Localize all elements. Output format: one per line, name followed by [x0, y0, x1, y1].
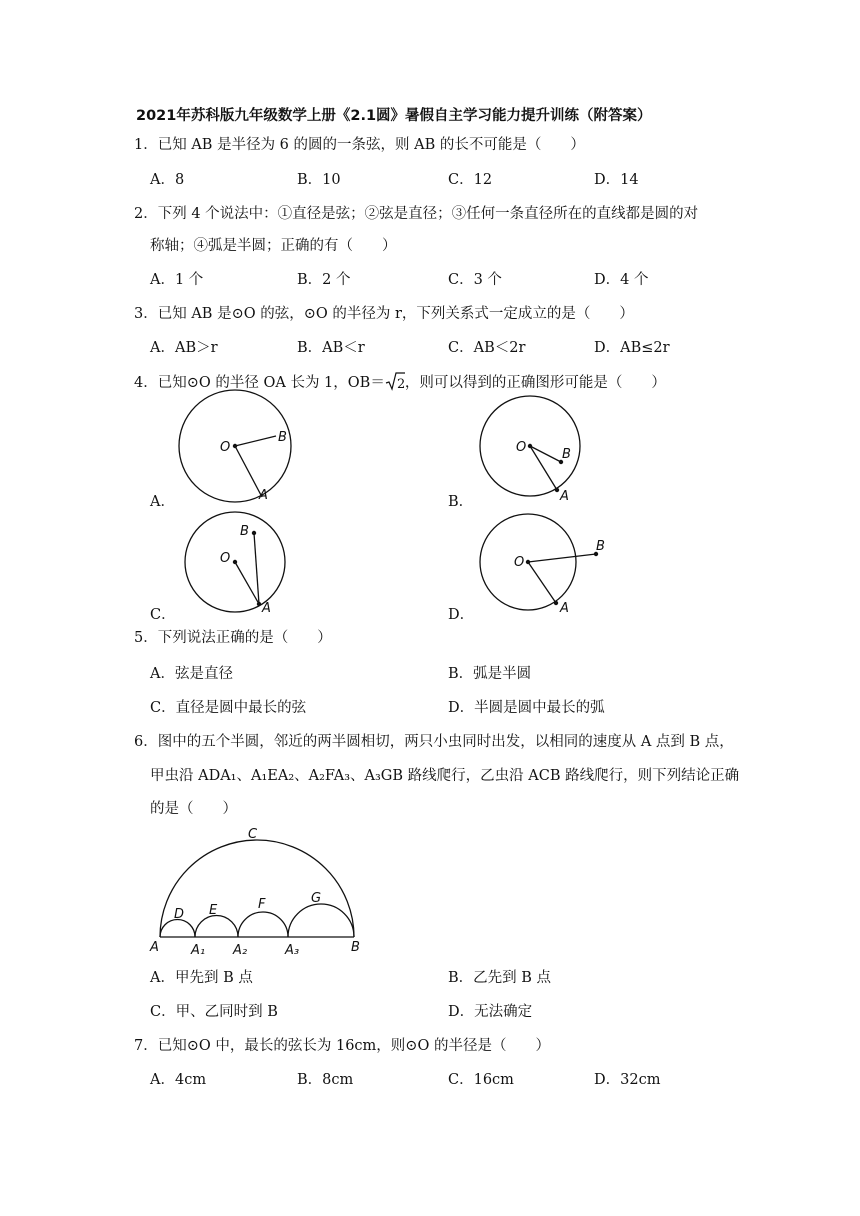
q6-figure [149, 827, 360, 958]
fig-a-label-o: O [220, 440, 231, 455]
q1-option-c: C．12 [448, 172, 493, 188]
q6-label-g: G [311, 891, 322, 906]
q6-label-a3: A₃ [285, 943, 300, 958]
question-6-stem-line1: 6．图中的五个半圆，邻近的两半圆相切，两只小虫同时出发，以相同的速度从 A 点到 B 点， [134, 734, 734, 750]
question-3-stem: 3．已知 AB 是⊙O 的弦，⊙O 的半径为 r，下列关系式一定成立的是（ ） [134, 306, 634, 322]
q5-option-d: D．半圆是圆中最长的弧 [448, 700, 605, 716]
fig-d-label-o: O [514, 555, 525, 570]
question-7-stem: 7．已知⊙O 中，最长的弦长为 16cm，则⊙O 的半径是（ ） [134, 1038, 550, 1054]
question-1-stem: 1．已知 AB 是半径为 6 的圆的一条弦，则 AB 的长不可能是（ ） [134, 137, 585, 153]
q6-label-a: A [150, 940, 159, 955]
q5-option-a: A．弦是直径 [150, 666, 233, 682]
fig-c-label-a: A [262, 601, 271, 616]
q6-label-a1: A₁ [191, 943, 206, 958]
q6-label-c: C [248, 827, 258, 842]
q6-label-d: D [174, 907, 185, 922]
fig-a-label-a: A [259, 488, 268, 503]
question-2-stem-line2: 称轴；④弧是半圆；正确的有（ ） [150, 238, 397, 254]
fig-b-label-o: O [516, 440, 527, 455]
fig-d-label-b: B [596, 539, 605, 554]
q6-label-e: E [209, 903, 218, 918]
q3-option-d: D．AB≤2r [594, 340, 670, 356]
fig-b-label-b: B [562, 447, 571, 462]
q6-label-a2: A₂ [233, 943, 248, 958]
fig-c-label-o: O [220, 551, 231, 566]
q7-option-c: C．16cm [448, 1072, 514, 1088]
q6-option-a: A．甲先到 B 点 [150, 970, 253, 986]
q2-option-a: A．1 个 [150, 272, 204, 288]
q4-stem-after: ，则可以得到的正确图形可能是（ ） [404, 375, 666, 391]
question-2-stem-line1: 2．下列 4 个说法中：①直径是弦；②弦是直径；③任何一条直径所在的直线都是圆的对 [134, 206, 699, 222]
q2-option-d: D．4 个 [594, 272, 649, 288]
q5-option-c: C．直径是圆中最长的弦 [150, 700, 307, 716]
q4-figure-c [185, 512, 285, 616]
q2-option-b: B．2 个 [297, 272, 351, 288]
q4-option-c: C． [150, 607, 176, 623]
q3-option-c: C．AB＜2r [448, 340, 526, 356]
q6-label-f: F [258, 897, 266, 912]
q6-option-d: D．无法确定 [448, 1004, 533, 1020]
q3-option-b: B．AB＜r [297, 340, 365, 356]
q6-option-c: C．甲、乙同时到 B [150, 1004, 278, 1020]
q1-option-d: D．14 [594, 172, 639, 188]
page-title: 2021年苏科版九年级数学上册《2.1圆》暑假自主学习能力提升训练（附答案） [136, 108, 652, 124]
fig-a-label-b: B [278, 430, 287, 445]
q5-option-b: B．弧是半圆 [448, 666, 532, 682]
q4-option-b: B． [448, 494, 474, 510]
q4-figure-d [480, 514, 605, 616]
q2-option-c: C．3 个 [448, 272, 502, 288]
q1-option-b: B．10 [297, 172, 341, 188]
fig-b-label-a: A [560, 489, 569, 504]
q7-option-a: A．4cm [150, 1072, 207, 1088]
q7-option-b: B．8cm [297, 1072, 354, 1088]
q4-sqrt-value: 2 [396, 377, 406, 392]
fig-c-label-b: B [240, 524, 249, 539]
q6-option-b: B．乙先到 B 点 [448, 970, 552, 986]
q3-option-a: A．AB＞r [150, 340, 218, 356]
q1-option-a: A．8 [150, 172, 185, 188]
question-6-stem-line2: 甲虫沿 ADA₁、A₁EA₂、A₂FA₃、A₃GB 路线爬行，乙虫沿 ACB 路线爬行，则下列结论正确 [150, 768, 740, 784]
question-5-stem: 5．下列说法正确的是（ ） [134, 630, 332, 646]
q4-option-d: D． [448, 607, 475, 623]
q4-figure-b [480, 396, 580, 504]
q4-option-a: A． [150, 494, 175, 510]
q4-stem-before: 4．已知⊙O 的半径 OA 长为 1，OB＝ [134, 375, 385, 391]
question-6-stem-line3: 的是（ ） [150, 801, 237, 817]
q7-option-d: D．32cm [594, 1072, 661, 1088]
q6-label-b: B [351, 940, 360, 955]
q4-figure-a [179, 390, 291, 503]
fig-d-label-a: A [560, 601, 569, 616]
